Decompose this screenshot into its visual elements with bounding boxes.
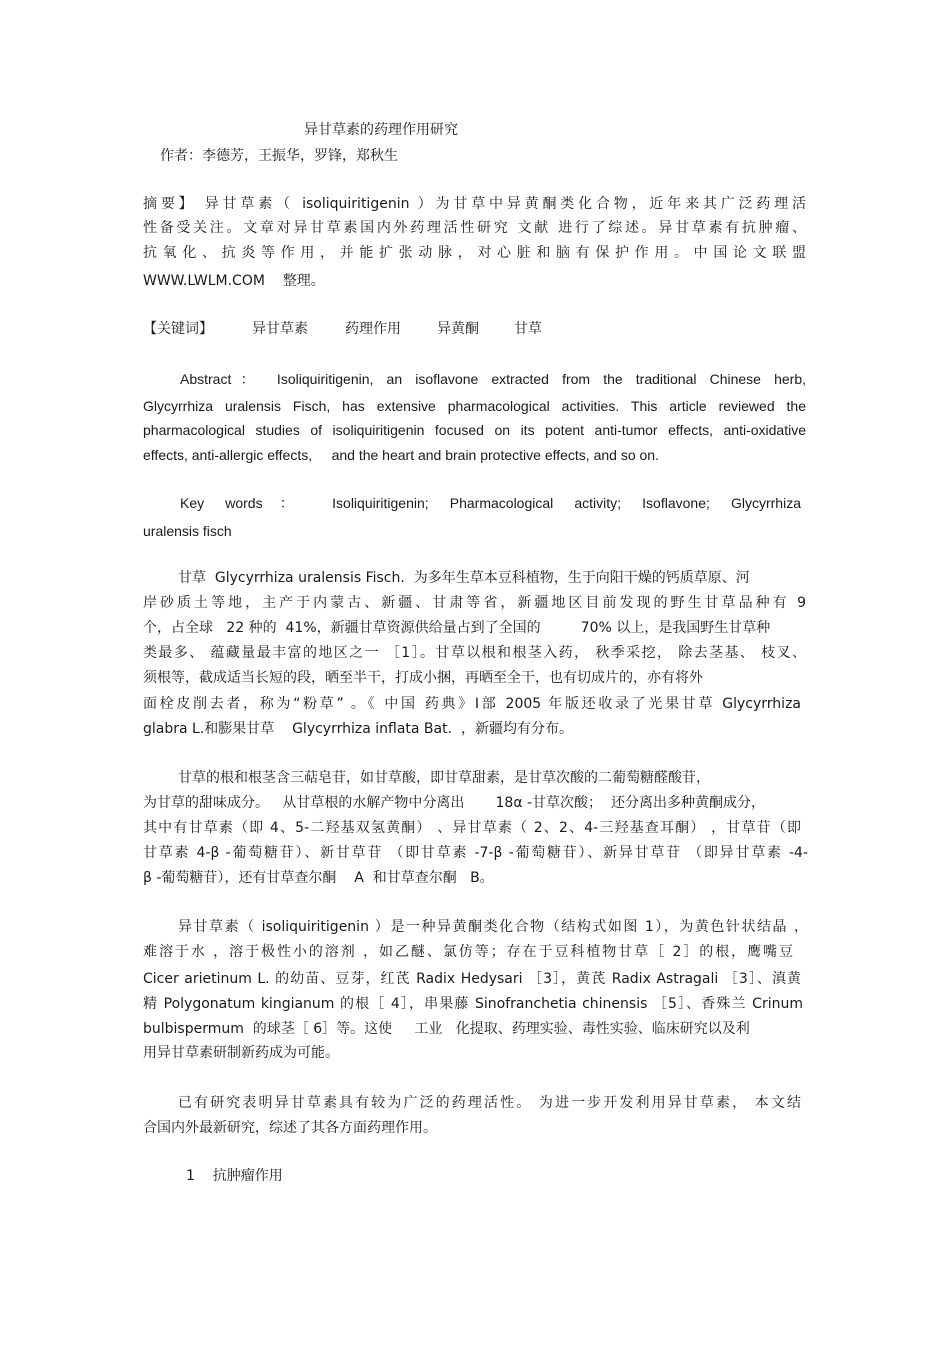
paragraph-line: 用异甘草素研制新药成为可能。 [143, 1045, 339, 1061]
abstract-cn-line: WWW.LWLM.COM 整理。 [143, 273, 325, 289]
keyword-item: 药理作用 [345, 321, 401, 337]
paragraph-line: Cicer arietinum L. 的幼苗、豆芽，红芪 Radix Hedysari ［3］，黄芪 Radix Astragali ［3］、滇黄 [143, 971, 801, 987]
keyword-item: 异甘草素 [252, 321, 308, 337]
keyword-item: 甘草 [514, 321, 542, 337]
abstract-cn-line: 摘要】 异甘草素（ isoliquiritigenin ）为甘草中异黄酮类化合物，近年来其广泛药理活 [143, 196, 806, 212]
paragraph-line: 异甘草素（ isoliquiritigenin ）是一种异黄酮类化合物（结构式如图 1），为黄色针状结晶 ， [178, 919, 808, 935]
paragraph-line: 岸砂质土等地，主产于内蒙古、新疆、甘肃等省，新疆地区目前发现的野生甘草品种有 9 [143, 595, 806, 611]
abstract-cn-line: 抗 氧 化 、 抗 炎 等 作 用 ， 并 能 扩 张 动 脉 ， 对 心 脏 和 脑 有 保 护 作 用 。 中 国 论 文 联 盟 [143, 245, 806, 261]
paragraph-line: 甘草素 4-β -葡萄糖苷）、新甘草苷 （即甘草素 -7-β -葡萄糖苷）、新异甘草苷 （即异甘草素 -4- [143, 845, 808, 861]
paragraph-line: 其中有甘草素（即 4、5-二羟基双氢黄酮） 、异甘草素（ 2、2、4-三羟基查耳酮） ，甘草苷（即 [143, 820, 801, 836]
keywords-en-line: uralensis fisch [143, 523, 232, 539]
paragraph-line: 个，占全球 22 种的 41%，新疆甘草资源供给量占到了全国的 70% 以上，是我国野生甘草种 [143, 620, 771, 636]
abstract-cn-line: 性备受关注。文章对异甘草素国内外药理活性研究 文献 进行了综述。异甘草素有抗肿瘤、 [143, 220, 806, 236]
keywords-en-line: Key words： Isoliquiritigenin; Pharmacological activity; Isoflavone; Glycyrrhiza [180, 495, 801, 511]
paragraph-line: 类最多、 蕴藏量最丰富的地区之一 ［1］。甘草以根和根茎入药， 秋季采挖， 除去茎基、 枝叉、 [143, 645, 806, 661]
paragraph-line: 合国内外最新研究，综述了其各方面药理作用。 [143, 1120, 437, 1136]
abstract-en-line: Abstract： Isoliquiritigenin, an isoflavone extracted from the traditional Chinese herb, [180, 371, 806, 387]
abstract-en-line: pharmacological studies of isoliquiritigenin focused on its potent anti-tumor effects, anti-oxidative [143, 422, 806, 438]
abstract-en-line: Glycyrrhiza uralensis Fisch, has extensive pharmacological activities. This article reviewed the [143, 398, 806, 414]
paragraph-line: 须根等，截成适当长短的段，晒至半干，打成小捆，再晒至全干，也有切成片的，亦有将外 [143, 670, 703, 686]
keywords-cn-label: 【关键词】 [143, 321, 213, 337]
paragraph-line: 甘草的根和根茎含三萜皂苷，如甘草酸，即甘草甜素，是甘草次酸的二葡萄糖醛酸苷， [178, 770, 710, 786]
paragraph-line: 精 Polygonatum kingianum 的根［ 4］，串果藤 Sinofranchetia chinensis ［5］、香殊兰 Crinum [143, 996, 803, 1012]
paragraph-line: β -葡萄糖苷），还有甘草查尔酮 A 和甘草查尔酮 B。 [143, 870, 494, 886]
section-heading: 1 抗肿瘤作用 [186, 1168, 283, 1184]
paragraph-line: bulbispermum 的球茎［ 6］等。这使 工业 化提取、药理实验、毒性实验、临床研究以及利 [143, 1021, 750, 1037]
keyword-item: 异黄酮 [437, 321, 479, 337]
paragraph-line: 已有研究表明异甘草素具有较为广泛的药理活性。 为进一步开发利用异甘草素， 本文结 [178, 1095, 801, 1111]
page-title: 异甘草素的药理作用研究 [304, 122, 458, 138]
authors-line: 作者：李德芳，王振华，罗锋，郑秋生 [160, 148, 398, 164]
paragraph-line: glabra L.和膨果甘草 Glycyrrhiza inflata Bat. ，新疆均有分布。 [143, 721, 573, 737]
paragraph-line: 为甘草的甜味成分。 从甘草根的水解产物中分离出 18α -甘草次酸； 还分离出多种黄酮成分， [143, 795, 765, 811]
abstract-en-line: effects, anti-allergic effects, and the heart and brain protective effects, and so on. [143, 447, 659, 463]
paragraph-line: 甘草 Glycyrrhiza uralensis Fisch. 为多年生草本豆科植物，生于向阳干燥的钙质草原、河 [178, 570, 750, 586]
paragraph-line: 面栓皮削去者，称为“粉草” 。《 中国 药典》Ⅰ部 2005 年版还收录了光果甘草 Glycyrrhiza [143, 696, 801, 712]
paragraph-line: 难溶于水 ，溶于极性小的溶剂 ，如乙醚、氯仿等；存在于豆科植物甘草［ 2］的根，鹰嘴豆 [143, 944, 793, 960]
